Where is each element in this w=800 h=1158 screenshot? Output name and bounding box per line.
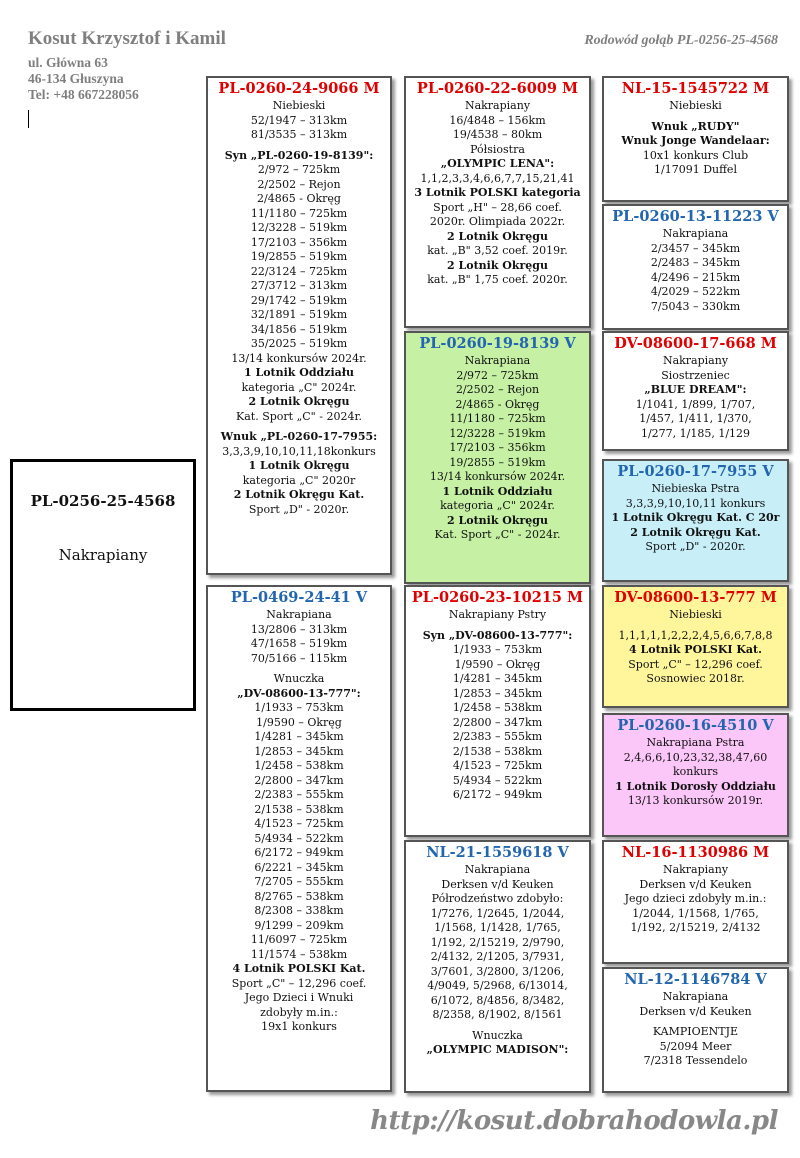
pedigree-line: 8/2308 – 338km [254, 904, 344, 917]
pedigree-line: 4/1523 – 725km [254, 817, 344, 830]
pedigree-line: 1/2458 – 538km [452, 701, 543, 714]
sdd-box [602, 459, 789, 582]
pedigree-line: Wnuczka [273, 672, 325, 685]
pedigree-line: kategoria „C" 2020r [242, 473, 356, 487]
pedigree-line: 3/7601, 3/2800, 3/1206, [430, 964, 565, 978]
pedigree-line: 1/192, 2/15219, 2/9790, [430, 935, 565, 949]
pedigree-line: 70/5166 – 115km [250, 651, 348, 665]
pedigree-line: 13/14 konkursów 2024r. [231, 351, 367, 365]
pedigree-line: 1/17091 Duffel [654, 163, 737, 176]
pedigree-line: Kat. Sport „C" - 2024r. [236, 409, 362, 423]
pedigree-line: Niebieski [669, 608, 722, 621]
pedigree-line: 16/4848 – 156km [449, 113, 546, 127]
pedigree-line: 1/4281 – 345km [452, 672, 543, 685]
ring-number: NL-15-1545722 M [621, 80, 770, 97]
pedigree-line: 81/3535 – 313km [250, 128, 348, 141]
pedigree-line: 2/2800 – 347km [452, 715, 543, 729]
pedigree-line: 1 Lotnik Okręgu [248, 459, 350, 472]
pedigree-line: Syn „PL-0260-19-8139": [224, 148, 374, 162]
pedigree-line: „DV-08600-13-777": [237, 686, 361, 700]
pedigree-line: kat. „B" 1,75 coef. 2020r. [427, 273, 568, 286]
pedigree-line: 2/2800 – 347km [254, 773, 344, 787]
pedigree-line: 13/14 konkursów 2024r. [429, 470, 566, 483]
pedigree-line: Półsiostra [470, 142, 525, 156]
pedigree-line: Derksen v/d Keuken [441, 877, 554, 891]
pedigree-line: 11/1574 – 538km [250, 947, 348, 961]
pedigree-line: 10x1 konkurs Club [642, 148, 749, 162]
ring-number: PL-0260-16-4510 V [617, 717, 774, 734]
pedigree-line: 5/4934 – 522km [254, 831, 344, 845]
pedigree-line: 2 Lotnik Okręgu [447, 513, 548, 527]
pedigree-line: Nakrapiana [464, 354, 531, 367]
pedigree-line: Nakrapiany [662, 863, 729, 876]
pedigree-line: 32/1891 – 519km [250, 308, 348, 321]
sire-sire-box [404, 76, 591, 328]
pedigree-line: Sosnowiec 2018r. [646, 672, 745, 685]
pedigree-line: Nakrapiany [662, 354, 729, 367]
pedigree-line: „OLYMPIC LENA": [440, 157, 555, 170]
pedigree-line: 2 Lotnik Okręgu [447, 229, 548, 243]
pedigree-line: Niebieski [669, 99, 722, 112]
pedigree-line: 1 Lotnik Okręgu Kat. C 20r [611, 511, 780, 524]
pedigree-line: 8/2358, 8/1902, 8/1561 [432, 1008, 563, 1021]
pedigree-line: 11/6097 – 725km [250, 933, 348, 946]
pedigree-line: Nakrapiana [266, 608, 332, 621]
dsd-box [602, 713, 789, 837]
pedigree-line: 22/3124 – 725km [250, 264, 348, 278]
pedigree-line: 1/1041, 1/899, 1/707, [635, 397, 756, 411]
pedigree-line: 13/2806 – 313km [250, 622, 348, 636]
pedigree-line: 1/192, 2/15219, 2/4132 [630, 921, 761, 934]
pedigree-line: Syn „DV-08600-13-777": [422, 628, 573, 642]
pedigree-line: 1 Lotnik Oddziału [442, 484, 553, 498]
text-cursor [28, 110, 29, 128]
pedigree-line: 12/3228 – 519km [449, 426, 546, 440]
pedigree-line: KAMPIOENTJE [652, 1025, 739, 1038]
pedigree-line: 1/1568, 1/1428, 1/765, [434, 921, 561, 934]
pedigree-line: 2/4132, 2/1205, 3/7931, [430, 950, 565, 963]
dam-sire-box [404, 585, 591, 837]
pedigree-line: 2/2483 – 345km [650, 256, 741, 269]
ssd-box [602, 204, 789, 330]
ring-number: NL-21-1559618 V [426, 844, 569, 861]
main-pigeon-box [10, 459, 196, 711]
pedigree-line: 2 Lotnik Okręgu [248, 395, 350, 408]
ring-number: PL-0469-24-41 V [230, 589, 368, 606]
address-street: ul. Główna 63 [28, 55, 108, 70]
pedigree-line: Nakrapiany Pstry [448, 608, 547, 621]
pedigree-line: 2/4865 - Okręg [257, 192, 341, 205]
ring-number: PL-0260-17-7955 V [617, 463, 774, 480]
pedigree-line: konkurs [672, 765, 719, 778]
pedigree-line: 7/2318 Tessendelo [643, 1054, 748, 1067]
pedigree-line: Wnuk „PL-0260-17-7955: [220, 430, 378, 443]
sds-box [602, 331, 789, 451]
pedigree-line: Sport „D" - 2020r. [248, 502, 350, 516]
pedigree-line: 1/7276, 1/2645, 1/2044, [430, 906, 565, 920]
pedigree-line: 19/2855 – 519km [250, 250, 348, 263]
pedigree-line: 2/2502 – Rejon [455, 383, 540, 396]
pedigree-line: 6/2221 – 345km [254, 860, 344, 874]
pedigree-line: 2 Lotnik Okręgu [447, 258, 548, 272]
pedigree-line: 2/2383 – 555km [452, 730, 543, 743]
pedigree-line: 47/1658 – 519km [250, 637, 348, 650]
pedigree-line: Jego Dzieci i Wnuki [244, 991, 354, 1004]
dam-box [206, 585, 392, 1092]
ring-number: NL-12-1146784 V [624, 971, 767, 988]
pedigree-line: 13/13 konkursów 2019r. [627, 794, 764, 807]
pedigree-line: 1/2044, 1/1568, 1/765, [632, 906, 759, 920]
pedigree-line: 1/2853 – 345km [452, 686, 543, 700]
pedigree-line: kat. „B" 3,52 coef. 2019r. [427, 244, 568, 257]
pedigree-line: 1/9590 – Okręg [454, 657, 541, 671]
pedigree-line: 7/2705 – 555km [254, 875, 344, 888]
dam-dam-box [404, 840, 591, 1093]
pedigree-line: 19x1 konkurs [261, 1020, 337, 1033]
pedigree-line: 1,1,2,3,3,4,6,6,7,7,15,21,41 [420, 171, 575, 185]
pedigree-line: 8/2765 – 538km [254, 889, 344, 903]
pedigree-line: 19/2855 – 519km [449, 455, 546, 469]
pedigree-line: 1,1,1,1,1,2,2,2,4,5,6,6,7,8,8 [618, 628, 773, 642]
pedigree-line: 29/1742 – 519km [250, 293, 348, 307]
pedigree-line: 3 Lotnik POLSKI kategoria [414, 186, 581, 199]
pedigree-line: Jego dzieci zdobyły m.in.: [624, 892, 767, 905]
breeder-address [28, 55, 139, 103]
main-color: Nakrapiany [58, 546, 148, 564]
pedigree-line: Siostrzeniec [661, 368, 730, 382]
pedigree-line: 19/4538 – 80km [452, 128, 543, 141]
pedigree-line: Sport „D" - 2020r. [645, 540, 746, 553]
pedigree-line: 4 Lotnik POLSKI Kat. [232, 962, 366, 975]
pedigree-line: Derksen v/d Keuken [639, 877, 752, 891]
breeder-name: Kosut Krzysztof i Kamil [28, 28, 226, 49]
pedigree-line: Nakrapiana [662, 990, 729, 1003]
pedigree-line: Sport „C" – 12,296 coef. [628, 657, 763, 671]
pedigree-line: 4 Lotnik POLSKI Kat. [629, 643, 762, 656]
pedigree-line: 11/1180 – 725km [250, 206, 348, 220]
pedigree-line: 12/3228 – 519km [250, 221, 348, 234]
pedigree-line: Nakrapiany [464, 99, 531, 112]
pedigree-line: 6/1072, 8/4856, 8/3482, [430, 993, 565, 1007]
ring-number: NL-16-1130986 M [621, 844, 770, 861]
ring-number: DV-08600-17-668 M [614, 335, 777, 352]
pedigree-line: 2020r. Olimpiada 2022r. [429, 215, 566, 228]
pedigree-line: 1 Lotnik Dorosły Oddziału [615, 779, 776, 793]
sire-dam-box [404, 331, 591, 584]
pedigree-line: 6/2172 – 949km [452, 788, 543, 801]
pedigree-line: kategoria „C" 2024r. [241, 380, 357, 394]
pedigree-line: 5/2094 Meer [659, 1039, 732, 1053]
pedigree-title: Rodowód gołąb PL-0256-25-4568 [584, 33, 778, 48]
pedigree-line: 7/5043 – 330km [650, 299, 741, 313]
pedigree-line: 2/3457 – 345km [650, 241, 741, 255]
ring-number: PL-0260-13-11223 V [612, 208, 779, 225]
pedigree-line: 4/2496 – 215km [650, 270, 741, 284]
pedigree-line: 2,4,6,6,10,23,32,38,47,60 [623, 750, 768, 764]
pedigree-line: Sport „H" – 28,66 coef. [433, 200, 562, 214]
pedigree-line: Niebieska Pstra [651, 482, 740, 495]
pedigree-line: 2 Lotnik Okręgu Kat. [630, 525, 761, 539]
pedigree-line: 27/3712 – 313km [250, 279, 348, 292]
pedigree-line: Derksen v/d Keuken [639, 1004, 752, 1018]
pedigree-line: Niebieski [272, 99, 326, 112]
ring-number: PL-0260-23-10215 M [411, 589, 584, 606]
pedigree-line: Nakrapiana [662, 227, 729, 240]
pedigree-line: Kat. Sport „C" - 2024r. [434, 528, 561, 541]
pedigree-line: 52/1947 – 313km [250, 113, 348, 127]
main-ring: PL-0256-25-4568 [30, 492, 176, 510]
pedigree-line: „OLYMPIC MADISON": [426, 1043, 569, 1056]
pedigree-line: 35/2025 – 519km [250, 337, 348, 350]
pedigree-line: 1 Lotnik Oddziału [243, 366, 354, 379]
pedigree-line: 17/2103 – 356km [250, 235, 348, 249]
dds-box [602, 840, 789, 964]
pedigree-line: 1/2853 – 345km [254, 744, 344, 758]
address-phone: Tel: +48 667228056 [28, 87, 139, 102]
pedigree-line: 3,3,3,9,10,10,11,18konkurs [222, 444, 376, 458]
dss-box [602, 585, 789, 708]
pedigree-line: 2/1538 – 538km [452, 744, 543, 758]
sss-box [602, 76, 789, 202]
pedigree-line: 1/9590 – Okręg [256, 715, 342, 729]
pedigree-line: 1/277, 1/185, 1/129 [640, 426, 751, 440]
pedigree-line: 4/9049, 5/2968, 6/13014, [427, 979, 568, 992]
pedigree-line: 9/1299 – 209km [254, 918, 344, 932]
pedigree-line: Wnuczka [472, 1028, 523, 1042]
pedigree-line: 2/2502 – Rejon [257, 177, 341, 191]
pedigree-line: 3,3,3,9,10,10,11 konkurs [625, 496, 766, 510]
pedigree-line: Sport „C" – 12,296 coef. [231, 976, 367, 990]
pedigree-line: 2/972 – 725km [456, 368, 539, 382]
pedigree-line: 4/1523 – 725km [452, 759, 543, 772]
sire-box [206, 76, 392, 575]
pedigree-line: kategoria „C" 2024r. [440, 499, 555, 512]
pedigree-line: Półrodzeństwo zdobyło: [431, 892, 564, 905]
pedigree-line: 2 Lotnik Okręgu Kat. [233, 488, 365, 501]
website-url[interactable]: http://kosut.dobrahodowla.pl [370, 1106, 778, 1136]
pedigree-line: Wnuk „RUDY" [651, 119, 740, 133]
pedigree-line: zdobyły m.in.: [260, 1005, 338, 1019]
pedigree-line: 1/1933 – 753km [452, 643, 543, 656]
pedigree-line: 4/2029 – 522km [650, 285, 741, 298]
pedigree-line: 34/1856 – 519km [250, 322, 348, 336]
pedigree-line: 2/4865 - Okręg [455, 397, 540, 411]
ring-number: PL-0260-22-6009 M [416, 80, 579, 97]
pedigree-line: Nakrapiana [464, 863, 531, 876]
pedigree-line: 2/2383 – 555km [254, 788, 344, 801]
address-city: 46-134 Głuszyna [28, 71, 124, 86]
pedigree-line: 6/2172 – 949km [254, 846, 344, 859]
pedigree-line: „BLUE DREAM": [644, 383, 747, 396]
ring-number: DV-08600-13-777 M [614, 589, 777, 606]
pedigree-line: Nakrapiana Pstra [646, 736, 745, 749]
pedigree-line: 5/4934 – 522km [452, 773, 543, 787]
pedigree-line: 1/4281 – 345km [254, 730, 344, 743]
ring-number: PL-0260-19-8139 V [419, 335, 576, 352]
pedigree-line: 1/1933 – 753km [254, 701, 344, 714]
pedigree-line: 2/972 – 725km [257, 163, 341, 176]
pedigree-line: Wnuk Jonge Wandelaar: [621, 134, 770, 147]
pedigree-line: 1/457, 1/411, 1/370, [639, 412, 752, 425]
pedigree-line: 11/1180 – 725km [449, 412, 546, 425]
pedigree-line: 17/2103 – 356km [449, 441, 546, 454]
ring-number: PL-0260-24-9066 M [218, 80, 380, 97]
ddd-box [602, 967, 789, 1093]
pedigree-line: 2/1538 – 538km [254, 802, 344, 816]
pedigree-line: 1/2458 – 538km [254, 759, 344, 772]
